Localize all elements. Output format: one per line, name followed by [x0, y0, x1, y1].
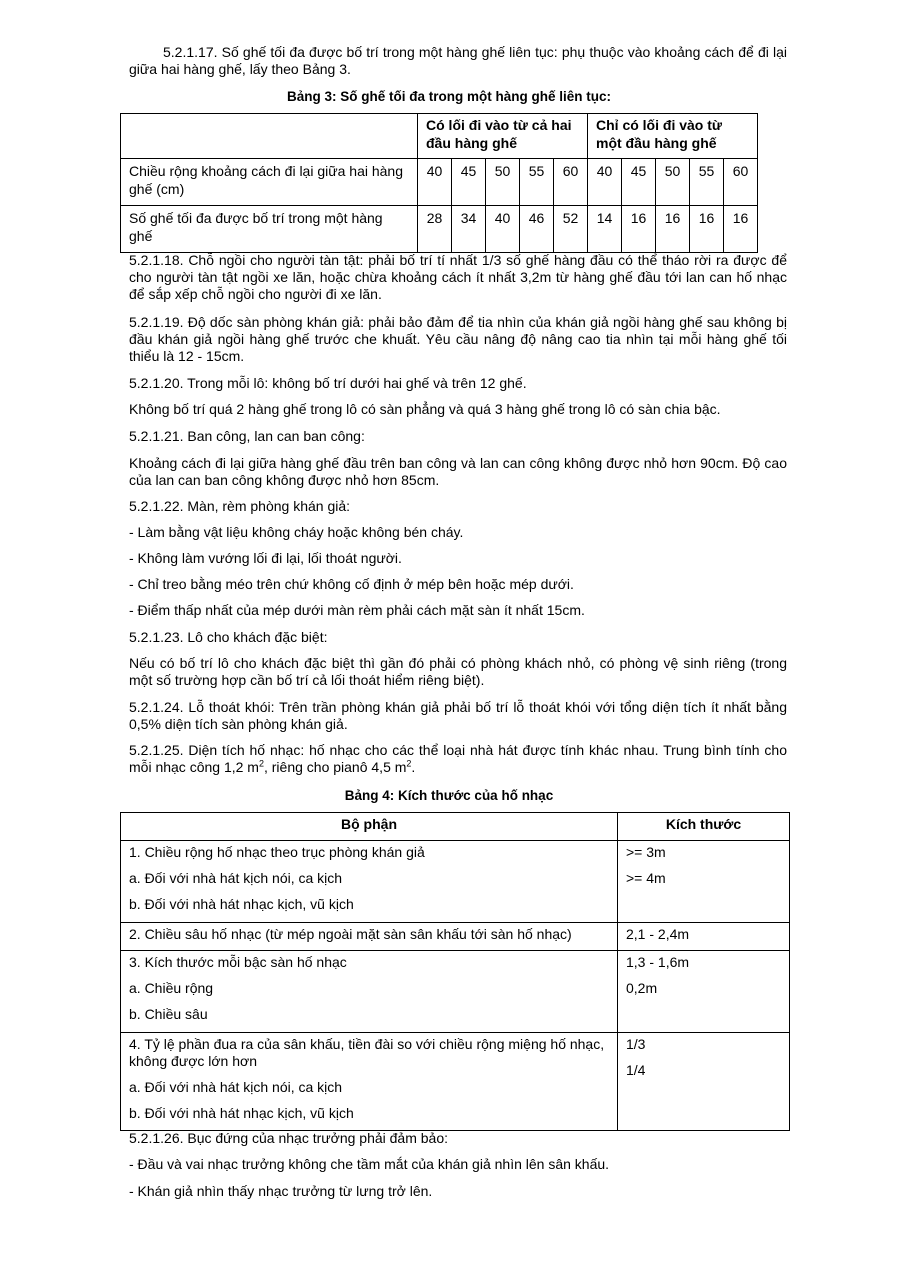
- superscript: 2: [258, 758, 264, 769]
- paragraph-5-2-1-22: 5.2.1.22. Màn, rèm phòng khán giả:: [129, 498, 351, 514]
- paragraph-5-2-1-20: 5.2.1.20. Trong mỗi lô: không bố trí dưới hai ghế và trên 12 ghế.: [129, 375, 527, 391]
- table3-header-row: [121, 114, 758, 159]
- table4-line: a. Chiều rộng: [129, 980, 214, 996]
- table3-head-one: Chỉ có lối đi vào từ một đầu hàng ghế: [588, 114, 758, 159]
- table4-line: a. Đối với nhà hát kịch nói, ca kịch: [129, 1079, 343, 1095]
- paragraph-5-2-1-19: 5.2.1.19. Độ dốc sàn phòng khán giả: phải bảo đảm để tia nhìn của khán giả ngồi hàng ghế sau không bị đầu khán giả ngồi hàng ghế trước che khuất. Yêu cầu nâng độ nâng cao tia nhìn tại mỗi hàng ghế tối thiểu là 12 - 15cm.: [129, 314, 787, 364]
- table4-size-cell: [618, 841, 790, 923]
- text-span: 5.2.1.25. Diện tích hố nhạc: hố nhạc cho các thể loại nhà hát được tính khác nhau. Trung bình tính cho mỗi nhạc công 1,2 m: [129, 742, 787, 775]
- table4-value: 1/3: [626, 1036, 646, 1052]
- table4-value: 1/4: [626, 1062, 646, 1078]
- table3-cell: 50: [486, 159, 520, 206]
- bullet-item: - Làm bằng vật liệu không cháy hoặc không bén cháy.: [129, 524, 464, 540]
- table3-cell: 46: [520, 206, 554, 253]
- table4-size-cell: [618, 951, 790, 1033]
- table3-cell: 52: [554, 206, 588, 253]
- table4-caption: Bảng 4: Kích thước của hố nhạc: [344, 788, 554, 803]
- table3-cell: 40: [418, 159, 452, 206]
- table4: [120, 812, 790, 1131]
- paragraph-5-2-1-24: 5.2.1.24. Lỗ thoát khói: Trên trần phòng khán giả phải bố trí lỗ thoát khói với tổng diện tích ít nhất bằng 0,5% diện tích sàn phòng khán giả.: [129, 699, 787, 732]
- table3-cell: 45: [452, 159, 486, 206]
- table3-cell: 16: [656, 206, 690, 253]
- table3-cell: 60: [554, 159, 588, 206]
- table4-part-cell: [121, 841, 618, 923]
- table4-row: [121, 1033, 790, 1131]
- table3-cell: 55: [690, 159, 724, 206]
- table3-row1-label: Chiều rộng khoảng cách đi lại giữa hai hàng ghế (cm): [121, 159, 418, 206]
- table4-line: b. Đối với nhà hát nhạc kịch, vũ kịch: [129, 1105, 354, 1121]
- table4-line: b. Chiều sâu: [129, 1006, 208, 1022]
- table3-caption: Bảng 3: Số ghế tối đa trong một hàng ghế liên tục:: [287, 89, 611, 104]
- table4-line: b. Đối với nhà hát nhạc kịch, vũ kịch: [129, 896, 354, 912]
- table3-cell: 45: [622, 159, 656, 206]
- paragraph-lo-khach-dac-biet: Nếu có bố trí lô cho khách đặc biệt thì gần đó phải có phòng khách nhỏ, có phòng vệ sinh riêng (trong một số trường hợp cần bố trí cả lối thoát hiểm riêng biệt).: [129, 655, 787, 688]
- table4-row: [121, 841, 790, 923]
- table4-head-size: Kích thước: [618, 813, 790, 841]
- table3-cell: 60: [724, 159, 758, 206]
- table3-cell: 16: [724, 206, 758, 253]
- paragraph-lo: Không bố trí quá 2 hàng ghế trong lô có sàn phẳng và quá 3 hàng ghế trong lô có sàn chia bậc.: [129, 401, 721, 417]
- table4-line: 3. Kích thước mỗi bậc sàn hố nhạc: [129, 954, 347, 970]
- table3-cell: 16: [622, 206, 656, 253]
- table4-size-cell: [618, 1033, 790, 1131]
- bullet-item: - Khán giả nhìn thấy nhạc trưởng từ lưng trở lên.: [129, 1183, 433, 1199]
- table4-value: 1,3 - 1,6m: [626, 954, 690, 970]
- table4-size-cell: 2,1 - 2,4m: [618, 923, 790, 951]
- bullet-item: - Điểm thấp nhất của mép dưới màn rèm phải cách mặt sàn ít nhất 15cm.: [129, 602, 585, 618]
- bullet-item: - Không làm vướng lối đi lại, lối thoát người.: [129, 550, 402, 566]
- paragraph-5-2-1-23: 5.2.1.23. Lô cho khách đặc biệt:: [129, 629, 328, 645]
- paragraph-5-2-1-18: 5.2.1.18. Chỗ ngồi cho người tàn tật: phải bố trí tí nhất 1/3 số ghế hàng đầu có thể tháo rời ra được để cho người tàn tật ngồi xe lăn, hoặc chừa khoảng cách ít nhất 3,2m từ hàng ghế đầu tới lan can hố nhạc để sắp xếp chỗ ngồi cho người đi xe lăn.: [129, 252, 787, 302]
- table4-line: 4. Tỷ lệ phần đua ra của sân khấu, tiền đài so với chiều rộng miệng hố nhạc, không được lớn hơn: [129, 1036, 605, 1069]
- text-span: , riêng cho pianô 4,5 m: [263, 759, 407, 775]
- bullet-item: - Chỉ treo bằng méo trên chứ không cố định ở mép bên hoặc mép dưới.: [129, 576, 574, 592]
- table4-head-part: Bộ phận: [121, 813, 618, 841]
- table4-value: >= 4m: [626, 870, 666, 886]
- table3-head-both: Có lối đi vào từ cả hai đầu hàng ghế: [418, 114, 588, 159]
- table4-line: 1. Chiều rộng hố nhạc theo trục phòng khán giả: [129, 844, 425, 860]
- paragraph-5-2-1-26: 5.2.1.26. Bục đứng của nhạc trưởng phải đảm bảo:: [129, 1130, 449, 1146]
- table3-cell: 28: [418, 206, 452, 253]
- table3-row-seats: [121, 206, 758, 253]
- table3-cell: 14: [588, 206, 622, 253]
- table4-value: >= 3m: [626, 844, 666, 860]
- table3-cell: 34: [452, 206, 486, 253]
- superscript: 2: [406, 758, 412, 769]
- table3-row2-label: Số ghế tối đa được bố trí trong một hàng ghế: [121, 206, 418, 253]
- paragraph-5-2-1-25: [129, 742, 787, 776]
- paragraph-bancong: Khoảng cách đi lại giữa hàng ghế đầu trên ban công và lan can công không được nhỏ hơn 90cm. Độ cao của lan can ban công không được nhỏ hơn 85cm.: [129, 455, 787, 488]
- paragraph-5-2-1-21: 5.2.1.21. Ban công, lan can ban công:: [129, 428, 365, 444]
- table3-cell: 55: [520, 159, 554, 206]
- table4-row: [121, 951, 790, 1033]
- table4-header-row: [121, 813, 790, 841]
- table4-line: a. Đối với nhà hát kịch nói, ca kịch: [129, 870, 343, 886]
- paragraph-5-2-1-17: 5.2.1.17. Số ghế tối đa được bố trí trong một hàng ghế liên tục: phụ thuộc vào khoảng cách để đi lại giữa hai hàng ghế, lấy theo Bảng 3.: [129, 44, 787, 77]
- bullet-item: - Đầu và vai nhạc trưởng không che tầm mắt của khán giả nhìn lên sân khấu.: [129, 1156, 610, 1172]
- table3-cell: 40: [588, 159, 622, 206]
- table3-cell: 40: [486, 206, 520, 253]
- table3-row-width: [121, 159, 758, 206]
- table3: [120, 113, 758, 253]
- table4-part-cell: [121, 1033, 618, 1131]
- table3-cell: 50: [656, 159, 690, 206]
- table3-corner-cell: [121, 114, 418, 159]
- text-span: .: [411, 759, 416, 775]
- table3-cell: 16: [690, 206, 724, 253]
- table4-value: 0,2m: [626, 980, 658, 996]
- table4-part-cell: 2. Chiều sâu hố nhạc (từ mép ngoài mặt sàn sân khấu tới sàn hố nhạc): [121, 923, 618, 951]
- table4-row: [121, 923, 790, 951]
- table4-part-cell: [121, 951, 618, 1033]
